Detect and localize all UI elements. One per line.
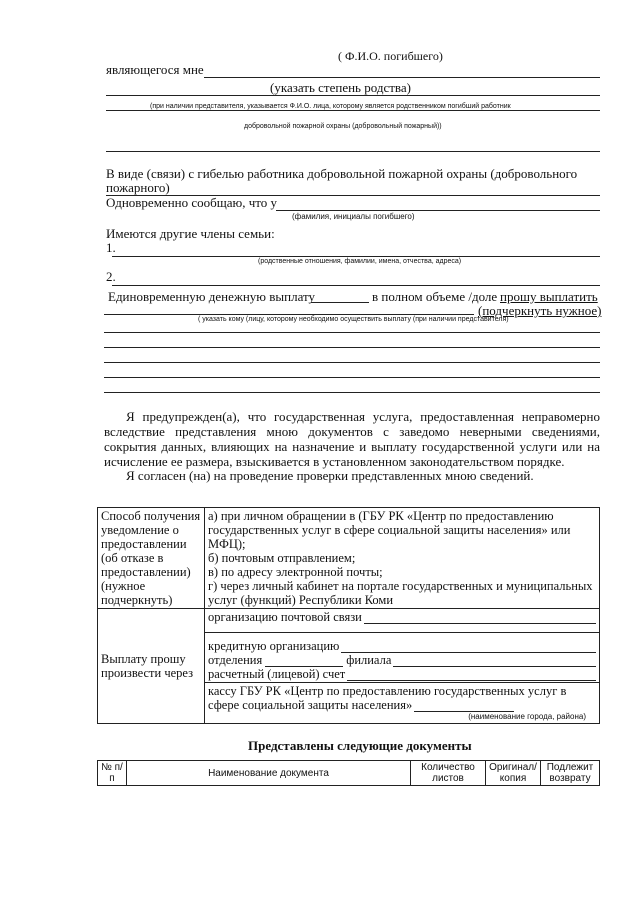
method-label-cell [98,508,205,609]
payment-line-3[interactable] [104,362,600,363]
documents-title: Представлены следующие документы [248,738,472,753]
pay-kassa-label: кассу ГБУ РК «Центр по предоставлению государственных услуг в сфере социальной защиты населения» [208,684,567,712]
col-number: № п/п [98,761,127,786]
payment-lead: Единовременную денежную выплату [108,289,316,304]
method-option-c[interactable]: в) по адресу электронной почты; [208,565,383,579]
deceased-fio-caption: ( Ф.И.О. погибшего) [338,49,443,63]
connection-line-2: пожарного) [106,180,170,195]
members-caption: (родственные отношения, фамилии, имена, отчества, адреса) [258,258,462,265]
payment-underline-note: (подчеркнуть нужное) [478,303,602,318]
representative-line[interactable] [106,110,600,111]
payment-option-underlined: прошу выплатить [500,289,598,304]
payment-recipient-line[interactable] [104,314,474,315]
pay-credit-label: кредитную организацию [208,639,340,653]
col-return: Подлежит возврату [541,761,600,786]
pay-kassa-caption: (наименование города, района) [468,712,586,721]
consent-paragraph: Я согласен (на) на проведение проверки представленных мною сведений. [126,468,534,483]
representative-note-2: добровольной пожарной охраны (добровольный пожарный)) [244,123,442,130]
being-label: являющегося мне [106,62,204,77]
pay-account-label: расчетный (лицевой) счет [208,667,346,681]
pay-post-row[interactable] [205,609,599,633]
inform-caption: (фамилия, инициалы погибшего) [292,212,415,221]
pay-credit-block [205,633,599,683]
payment-line-4[interactable] [104,377,600,378]
method-options-cell [205,508,600,609]
relation-field-line[interactable] [204,77,600,78]
col-original-copy: Оригинал/ копия [486,761,541,786]
pay-filial-label: филиала [346,653,392,667]
documents-table [97,760,600,786]
col-doc-name: Наименование документа [127,761,411,786]
member-2-number: 2. [106,269,116,284]
connection-line-1: В виде (связи) с гибелью работника добровольной пожарной охраны (добровольного [106,166,578,181]
method-option-b[interactable]: б) почтовым отправлением; [208,551,356,565]
pay-label: Выплату прошу произвести через [101,652,194,680]
payment-line-5[interactable] [104,392,600,393]
method-option-a[interactable]: а) при личном обращении в (ГБУ РК «Центр по предоставлению государственных услуг в сфере социальной защиты населения» или МФЦ); [208,509,571,551]
member-1-number: 1. [106,240,116,255]
inform-field-line[interactable] [276,210,600,211]
payment-line-1[interactable] [104,332,600,333]
member-2-line[interactable] [112,285,600,286]
method-label: Способ получения уведомление о предоставлении (об отказе в предоставлении) (нужное подчеркнуть) [101,509,201,607]
method-option-d[interactable]: г) через личный кабинет на портале государственных и муниципальных услуг (функций) Республики Коми [208,579,593,607]
pay-account-row[interactable] [208,667,596,681]
payment-line-2[interactable] [104,347,600,348]
relation-caption: (указать степень родства) [270,80,411,95]
blank-line[interactable] [106,151,600,152]
members-label: Имеются другие члены семьи: [106,226,275,241]
pay-branch-label: отделения [208,653,263,667]
inform-label: Одновременно сообщаю, что у [106,195,278,210]
relation-line[interactable] [106,95,600,96]
payment-share-field[interactable] [311,302,369,303]
pay-kassa-row[interactable] [205,683,599,723]
col-sheet-count: Количество листов [411,761,486,786]
pay-branch-row[interactable] [208,653,596,667]
pay-credit-row[interactable] [208,639,596,653]
member-1-line[interactable] [112,256,600,257]
representative-note-1: (при наличии представителя, указывается Ф.И.О. лица, которому является родственником погибший работник [150,103,511,110]
payment-mid: в полном объеме /доле [372,289,498,304]
pay-post-label: организацию почтовой связи [208,610,362,624]
notification-method-table [97,507,600,724]
warning-paragraph: Я предупрежден(а), что государственная услуга, предоставленная неправомерно вследствие представления мною документов с заведомо неверными сведениями, сокрытия данных, влияющих на назначение и выплату государственной услуги или на исчисление ее размера, взыскивается в установленном законодательством порядке. [104,409,600,469]
pay-label-cell [98,609,205,724]
pay-options-cell [205,609,600,724]
payment-caption: ( указать кому (лицу, которому необходимо осуществить выплату (при наличии представителя) [198,316,509,323]
